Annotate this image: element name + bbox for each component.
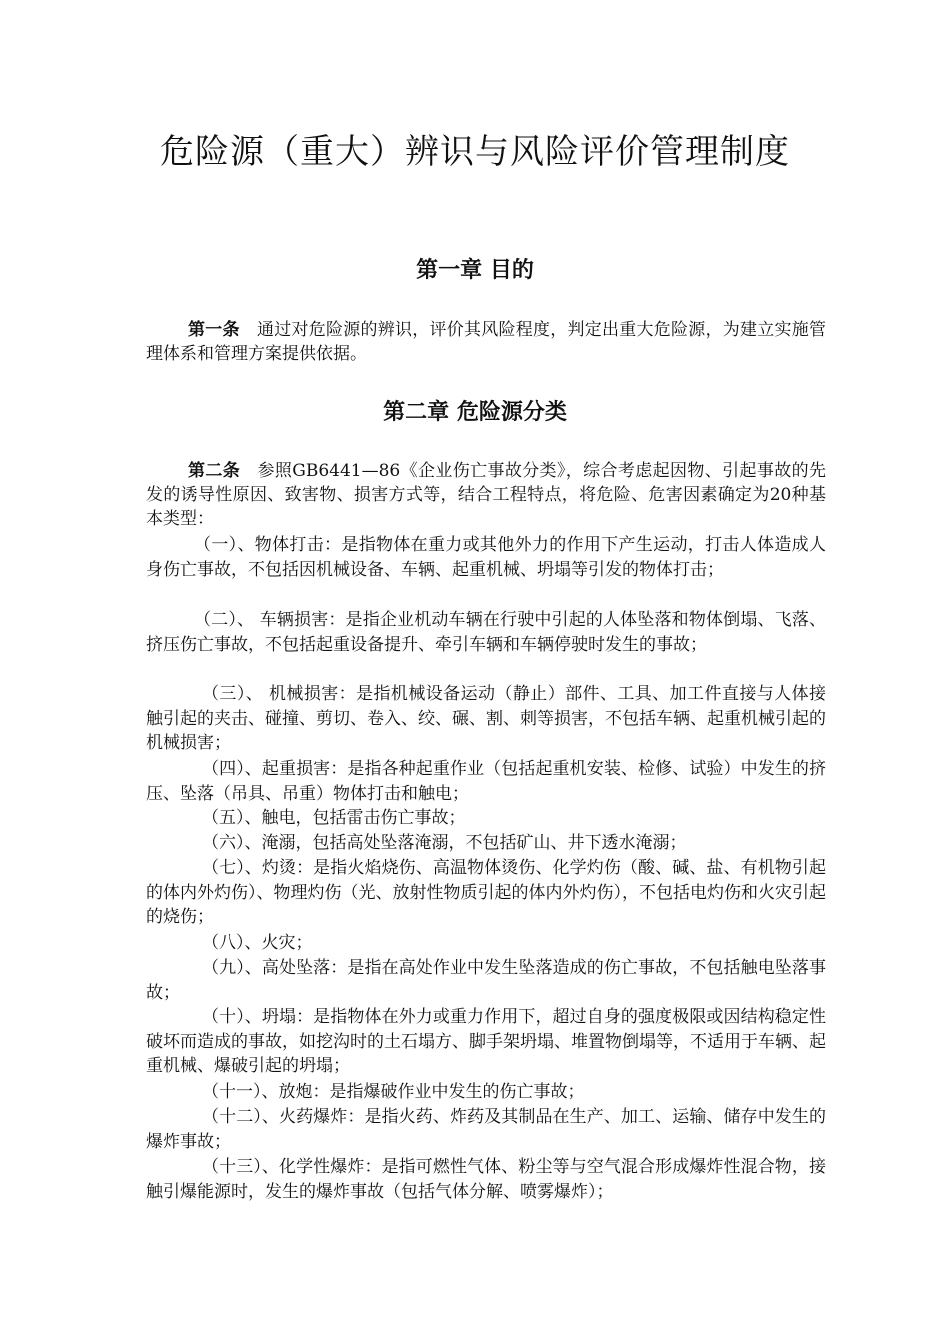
article-2	[146, 459, 826, 531]
hazard-item: （五）、触电，包括雷击伤亡事故；	[202, 808, 466, 828]
hazard-item: （十一）、放炮：是指爆破作业中发生的伤亡事故；	[202, 1082, 585, 1102]
article-2-text: 参照GB6441—86《企业伤亡事故分类》，综合考虑起因物、引起事故的先发的诱导性原因、致害物、损害方式等，结合工程特点，将危险、危害因素确定为20种基本类型：	[146, 461, 827, 529]
hazard-item: （八）、火灾；	[202, 933, 313, 953]
hazard-item: （一）、物体打击：是指物体在重力或其他外力的作用下产生运动，打击人体造成人身伤亡事故，不包括因机械设备、车辆、起重机械、坍塌等引发的物体打击；	[146, 535, 826, 580]
document-title: 危险源（重大）辨识与风险评价管理制度	[160, 132, 790, 172]
hazard-item: （十二）、火药爆炸：是指火药、炸药及其制品在生产、加工、运输、储存中发生的爆炸事故；	[146, 1107, 826, 1152]
article-1	[146, 318, 826, 366]
hazard-item: （四）、起重损害：是指各种起重作业（包括起重机安装、检修、试验）中发生的挤压、坠落（吊具、吊重）物体打击和触电；	[146, 759, 826, 804]
chapter-2-heading: 第二章 危险源分类	[383, 400, 567, 425]
article-1-label: 第一条	[188, 320, 240, 340]
article-1-text: 通过对危险源的辨识，评价其风险程度，判定出重大危险源，为建立实施管理体系和管理方案提供依据。	[146, 320, 826, 364]
hazard-item: （二）、 车辆损害：是指企业机动车辆在行驶中引起的人体坠落和物体倒塌、飞落、挤压伤亡事故，不包括起重设备提升、牵引车辆和车辆停驶时发生的事故；	[146, 610, 826, 655]
article-2-label: 第二条	[188, 461, 241, 481]
hazard-item: （十）、坍塌：是指物体在外力或重力作用下，超过自身的强度极限或因结构稳定性破坏而造成的事故，如挖沟时的土石塌方、脚手架坍塌、堆置物倒塌等，不适用于车辆、起重机械、爆破引起的坍塌；	[146, 1007, 826, 1076]
chapter-1-heading: 第一章 目的	[416, 258, 534, 283]
hazard-item: （三）、 机械损害：是指机械设备运动（静止）部件、工具、加工件直接与人体接触引起的夹击、碰撞、剪切、卷入、绞、碾、割、刺等损害，不包括车辆、起重机械引起的机械损害；	[146, 684, 826, 753]
hazard-item: （六）、淹溺，包括高处坠落淹溺，不包括矿山、井下透水淹溺；	[202, 833, 687, 853]
hazard-item: （十三）、化学性爆炸：是指可燃性气体、粉尘等与空气混合形成爆炸性混合物，接触引爆能源时，发生的爆炸事故（包括气体分解、喷雾爆炸）；	[146, 1157, 826, 1202]
hazard-item: （七）、灼烫：是指火焰烧伤、高温物体烫伤、化学灼伤（酸、碱、盐、有机物引起的体内外灼伤）、物理灼伤（光、放射性物质引起的体内外灼伤），不包括电灼伤和火灾引起的烧伤；	[146, 858, 826, 927]
hazard-item: （九）、高处坠落：是指在高处作业中发生坠落造成的伤亡事故，不包括触电坠落事故；	[146, 958, 826, 1003]
